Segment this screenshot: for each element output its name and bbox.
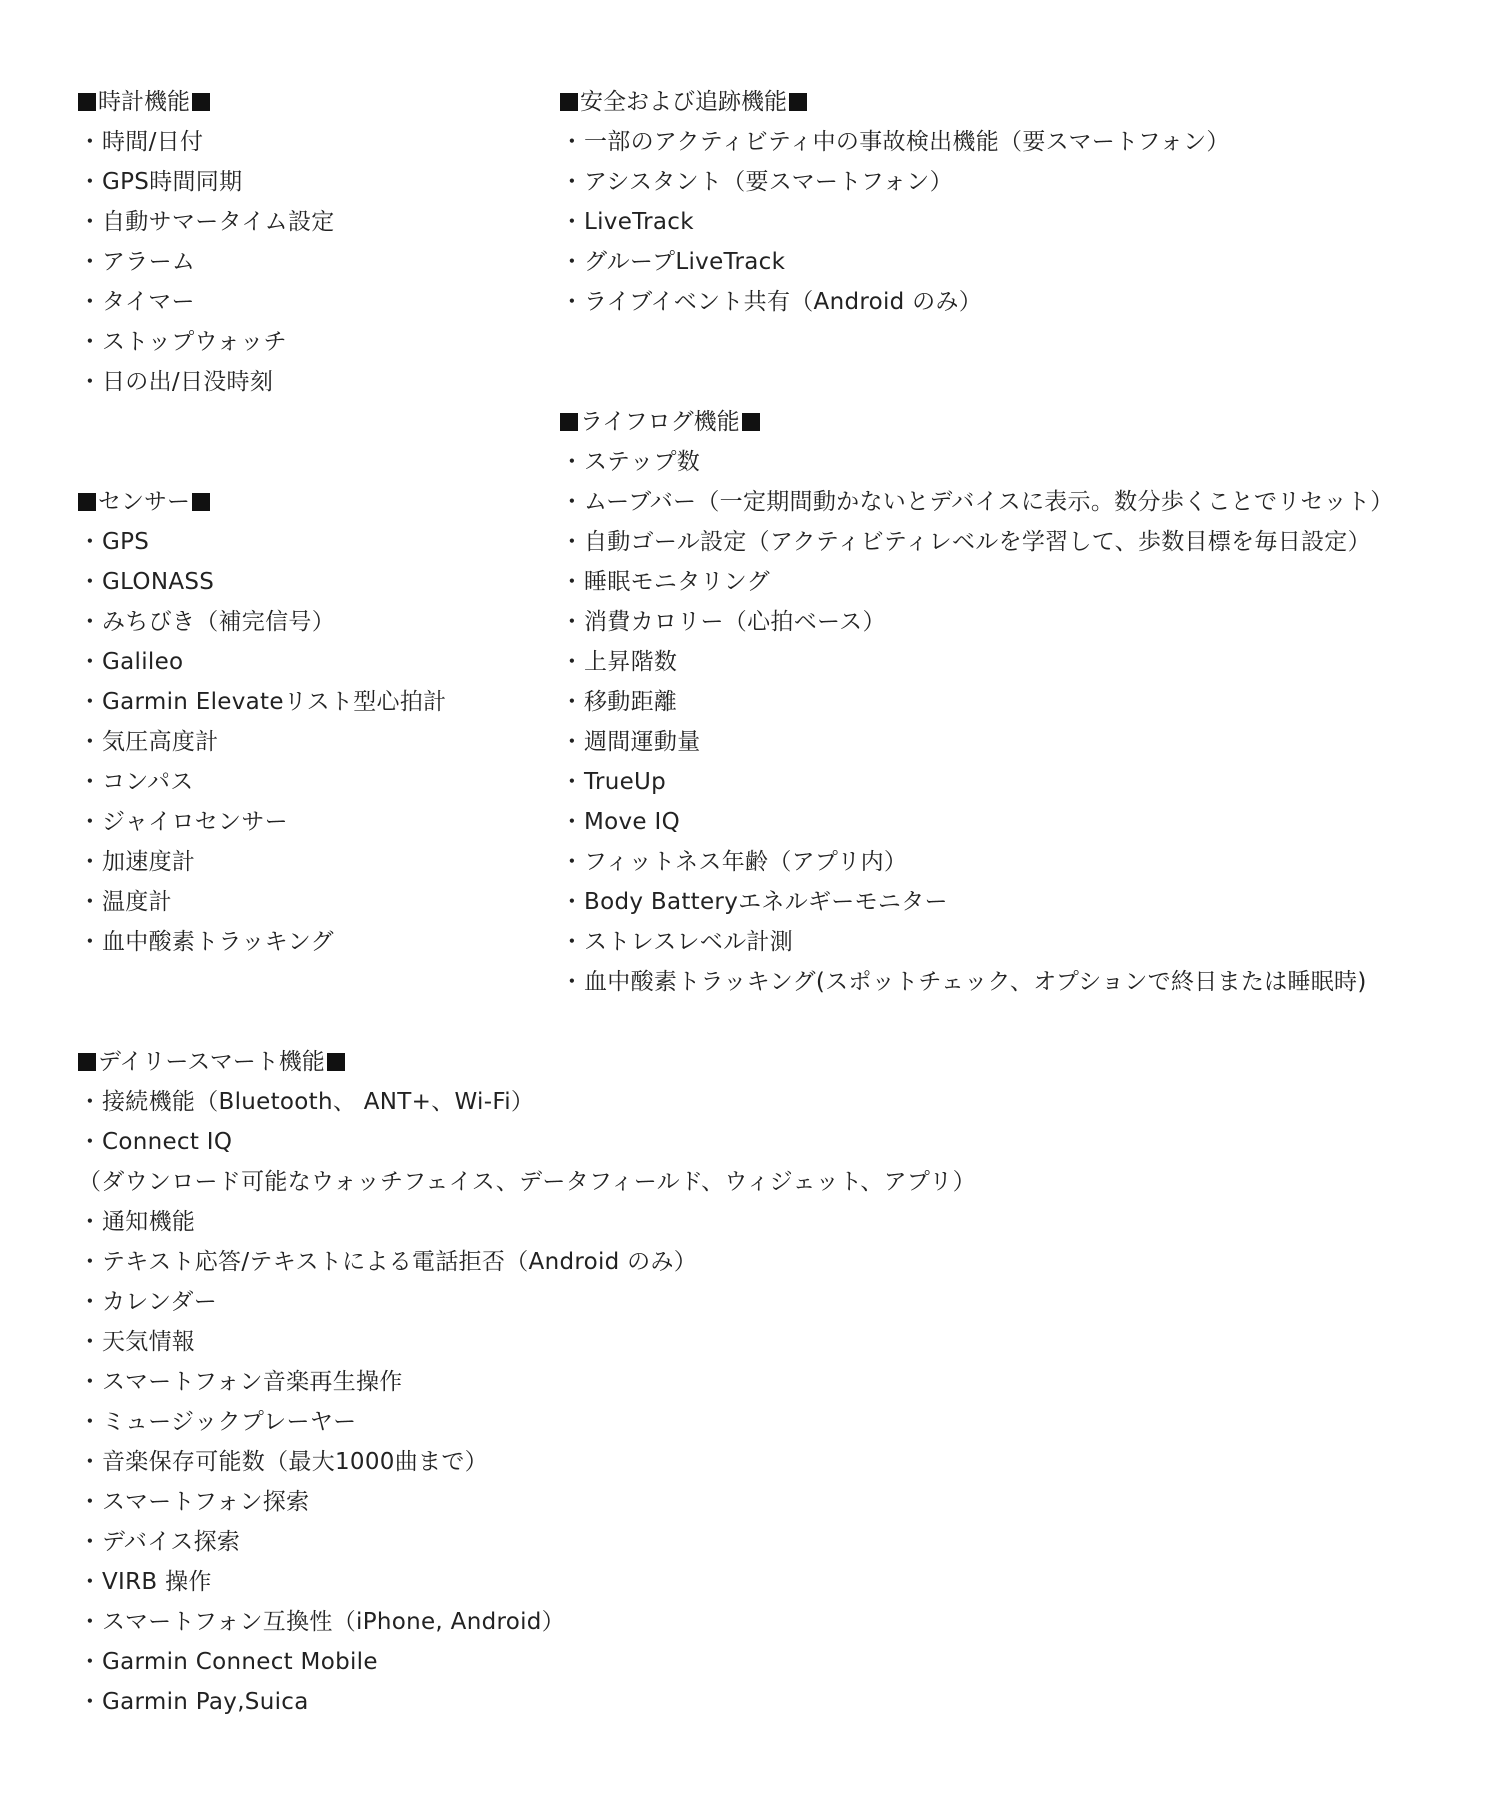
bullet-icon: ・ (560, 609, 584, 635)
section-heading (78, 1042, 976, 1082)
section-heading (560, 82, 1230, 122)
list-item: ・上昇階数 (560, 642, 1394, 682)
bullet-icon: ・ (78, 649, 102, 675)
bullet-icon: ・ (560, 209, 584, 235)
bullet-icon: ・ (78, 1249, 102, 1275)
bullet-icon: ・ (78, 1529, 102, 1555)
list-item: ・スマートフォン互換性（iPhone, Android） (78, 1602, 976, 1642)
list-item: ・自動サマータイム設定 (78, 202, 335, 242)
list-item: ・通知機能 (78, 1202, 976, 1242)
bullet-icon: ・ (560, 929, 584, 955)
bullet-icon: ・ (560, 289, 584, 315)
square-icon (560, 413, 578, 431)
list-item: ・みちびき（補完信号） (78, 602, 446, 642)
list-item: ・音楽保存可能数（最大1000曲まで） (78, 1442, 976, 1482)
safety-section (560, 82, 1230, 322)
list-item: ・週間運動量 (560, 722, 1394, 762)
bullet-icon: ・ (560, 769, 584, 795)
bullet-icon: ・ (560, 449, 584, 475)
bullet-icon: ・ (78, 1409, 102, 1435)
bullet-icon: ・ (78, 1609, 102, 1635)
list-item: ・ステップ数 (560, 442, 1394, 482)
sensor-title: センサー (98, 489, 190, 515)
list-item: ・睡眠モニタリング (560, 562, 1394, 602)
list-item: ・消費カロリー（心拍ベース） (560, 602, 1394, 642)
list-item: ・カレンダー (78, 1282, 976, 1322)
lifelog-section (560, 402, 1394, 1002)
square-icon (789, 93, 807, 111)
bullet-icon: ・ (560, 809, 584, 835)
bullet-icon: ・ (78, 609, 102, 635)
daily-smart-section (78, 1042, 976, 1722)
bullet-icon: ・ (560, 689, 584, 715)
list-item: ・ムーブバー（一定期間動かないとデバイスに表示。数分歩くことでリセット） (560, 482, 1394, 522)
bullet-icon: ・ (78, 889, 102, 915)
list-item: ・血中酸素トラッキング (78, 922, 446, 962)
bullet-icon: ・ (560, 889, 584, 915)
list-item: ・天気情報 (78, 1322, 976, 1362)
list-item: ・自動ゴール設定（アクティビティレベルを学習して、歩数目標を毎日設定） (560, 522, 1394, 562)
bullet-icon: ・ (78, 529, 102, 555)
list-item: ・ジャイロセンサー (78, 802, 446, 842)
square-icon (78, 1053, 96, 1071)
list-item: ・時間/日付 (78, 122, 335, 162)
bullet-icon: ・ (560, 249, 584, 275)
list-item: ・血中酸素トラッキング(スポットチェック、オプションで終日または睡眠時) (560, 962, 1394, 1002)
square-icon (192, 93, 210, 111)
list-item: ・グループLiveTrack (560, 242, 1230, 282)
bullet-icon: ・ (78, 1289, 102, 1315)
lifelog-title: ライフログ機能 (580, 409, 740, 435)
list-item: ・コンパス (78, 762, 446, 802)
bullet-icon: ・ (78, 1329, 102, 1355)
list-item: ・テキスト応答/テキストによる電話拒否（Android のみ） (78, 1242, 976, 1282)
bullet-icon: ・ (560, 649, 584, 675)
bullet-icon: ・ (560, 969, 584, 995)
bullet-icon: ・ (78, 769, 102, 795)
list-item: ・ストレスレベル計測 (560, 922, 1394, 962)
list-item: ・タイマー (78, 282, 335, 322)
list-item: ・LiveTrack (560, 202, 1230, 242)
bullet-icon: ・ (78, 1449, 102, 1475)
bullet-icon: ・ (78, 729, 102, 755)
list-item: ・Move IQ (560, 802, 1394, 842)
bullet-icon: ・ (78, 1649, 102, 1675)
list-item: ・日の出/日没時刻 (78, 362, 335, 402)
list-item: ・ライブイベント共有（Android のみ） (560, 282, 1230, 322)
square-icon (560, 93, 578, 111)
list-item: ・一部のアクティビティ中の事故検出機能（要スマートフォン） (560, 122, 1230, 162)
square-icon (742, 413, 760, 431)
bullet-icon: ・ (560, 729, 584, 755)
list-item: ・ミュージックプレーヤー (78, 1402, 976, 1442)
list-item: ・アシスタント（要スマートフォン） (560, 162, 1230, 202)
list-item: ・温度計 (78, 882, 446, 922)
clock-section (78, 82, 335, 402)
bullet-icon: ・ (78, 929, 102, 955)
bullet-icon: ・ (78, 329, 102, 355)
bullet-icon: ・ (78, 1569, 102, 1595)
list-item: ・移動距離 (560, 682, 1394, 722)
list-item: ・デバイス探索 (78, 1522, 976, 1562)
list-item: ・VIRB 操作 (78, 1562, 976, 1602)
bullet-icon: ・ (78, 169, 102, 195)
bullet-icon: ・ (78, 1489, 102, 1515)
bullet-icon: ・ (78, 249, 102, 275)
square-icon (78, 493, 96, 511)
square-icon (327, 1053, 345, 1071)
list-item: ・気圧高度計 (78, 722, 446, 762)
bullet-icon: ・ (560, 849, 584, 875)
list-item: ・Connect IQ (78, 1122, 976, 1162)
bullet-icon: ・ (78, 369, 102, 395)
bullet-icon: ・ (560, 489, 584, 515)
section-heading (78, 482, 446, 522)
bullet-icon: ・ (78, 689, 102, 715)
list-item: ・Garmin Pay,Suica (78, 1682, 976, 1722)
list-item: ・GPS時間同期 (78, 162, 335, 202)
list-item: ・Garmin Connect Mobile (78, 1642, 976, 1682)
list-item: ・TrueUp (560, 762, 1394, 802)
list-item: ・フィットネス年齢（アプリ内） (560, 842, 1394, 882)
bullet-icon: ・ (560, 169, 584, 195)
list-item: ・GPS (78, 522, 446, 562)
bullet-icon: ・ (78, 849, 102, 875)
sensor-section (78, 482, 446, 962)
list-item: ・スマートフォン探索 (78, 1482, 976, 1522)
bullet-icon: ・ (78, 289, 102, 315)
bullet-icon: ・ (78, 129, 102, 155)
bullet-icon: ・ (78, 1689, 102, 1715)
section-heading (560, 402, 1394, 442)
bullet-icon: ・ (78, 569, 102, 595)
section-heading (78, 82, 335, 122)
bullet-icon: ・ (78, 809, 102, 835)
list-item: ・GLONASS (78, 562, 446, 602)
bullet-icon: ・ (560, 129, 584, 155)
list-item: ・Garmin Elevateリスト型心拍計 (78, 682, 446, 722)
bullet-icon: ・ (560, 529, 584, 555)
clock-title: 時計機能 (98, 89, 190, 115)
bullet-icon: ・ (78, 209, 102, 235)
safety-title: 安全および追跡機能 (580, 89, 787, 115)
square-icon (78, 93, 96, 111)
list-item: ・Body Batteryエネルギーモニター (560, 882, 1394, 922)
list-item: ・Galileo (78, 642, 446, 682)
daily-title: デイリースマート機能 (98, 1049, 325, 1075)
bullet-icon: ・ (78, 1369, 102, 1395)
list-item: ・ストップウォッチ (78, 322, 335, 362)
bullet-icon: ・ (78, 1089, 102, 1115)
bullet-icon: ・ (78, 1129, 102, 1155)
list-item: ・接続機能（Bluetooth、 ANT+、Wi-Fi） (78, 1082, 976, 1122)
list-item: ・アラーム (78, 242, 335, 282)
square-icon (192, 493, 210, 511)
list-item: ・スマートフォン音楽再生操作 (78, 1362, 976, 1402)
connect-iq-note: （ダウンロード可能なウォッチフェイス、データフィールド、ウィジェット、アプリ） (78, 1169, 976, 1195)
bullet-icon: ・ (78, 1209, 102, 1235)
bullet-icon: ・ (560, 569, 584, 595)
list-item: ・加速度計 (78, 842, 446, 882)
